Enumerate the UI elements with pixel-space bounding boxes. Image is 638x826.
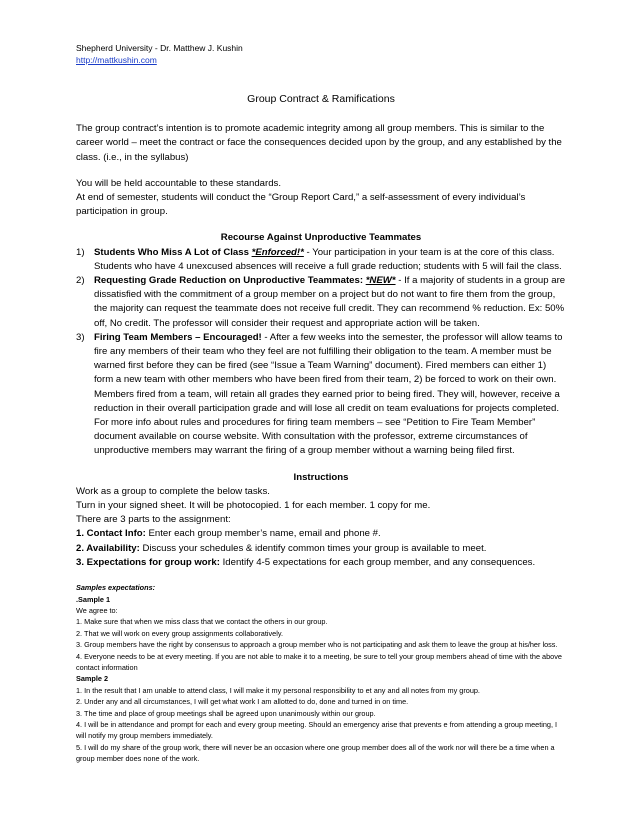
header-link[interactable]: http://mattkushin.com <box>76 55 157 65</box>
sample-line: 2. That we will work on every group assignments collaboratively. <box>76 628 283 638</box>
recourse-item-2 <box>76 274 566 331</box>
item-tag: *NEW* <box>365 275 396 287</box>
instruction-line: Turn in your signed sheet. It will be photocopied. 1 for each member. 1 copy for me. <box>76 500 431 512</box>
sample-1-label: .Sample 1 <box>76 594 111 604</box>
sample-2-label: Sample 2 <box>76 674 109 684</box>
instruction-line: Work as a group to complete the below tasks. <box>76 485 270 497</box>
sample-line: 1. Make sure that when we miss class that we contact the others in our group. <box>76 617 328 627</box>
recourse-item-3 <box>76 331 566 459</box>
report-card-line: At end of semester, students will conduct the “Group Report Card,” a self-assessment of every individual’s participation in group. <box>76 192 526 218</box>
recourse-list <box>76 246 566 459</box>
assignment-part-3 <box>76 556 566 570</box>
samples-heading: Samples expectations: <box>76 583 156 593</box>
sample-line: 5. I will do my share of the group work, there will never be an occasion where one group member does all of the work nor will there be a time when a group member does none of the work. <box>76 742 555 764</box>
sample-line: 1. In the result that I am unable to attend class, I will make it my personal responsibility to et any and all notes from my group. <box>76 685 480 695</box>
sample-line: 2. Under any and all circumstances, I will get what work I am allotted to do, done and turned in on time. <box>76 697 409 707</box>
part-label: 2. Availability: <box>76 542 140 554</box>
item-lead: Students Who Miss A Lot of Class <box>94 246 252 258</box>
assignment-part-2 <box>76 542 566 556</box>
sample-line: 4. I will be in attendance and prompt for each and every group meeting. Should an emergency arise that prevents e from attending a group meeting, I will notify my group members immediately. <box>76 719 558 741</box>
part-text: Identify 4-5 expectations for each group member, and any consequences. <box>219 556 536 568</box>
samples-section <box>76 582 566 765</box>
item-lead: Firing Team Members – Encouraged! <box>94 331 262 343</box>
part-label: 1. Contact Info: <box>76 528 146 540</box>
accountability-line: You will be held accountable to these standards. <box>76 177 281 189</box>
part-label: 3. Expectations for group work: <box>76 556 220 568</box>
item-text: - If a majority of students in a group are dissatisfied with the commitment of a group member on a project but do not want to fire them from the group, the majority can request the teammate does not receive full credit. They can recommend % reduction. Ex: 50% off, No credit. The professor will consider their request and appropriate action will be taken. <box>94 275 566 329</box>
instruction-line: There are 3 parts to the assignment: <box>76 514 231 526</box>
recourse-heading: Recourse Against Unproductive Teammates <box>220 232 422 244</box>
instructions-heading: Instructions <box>293 471 349 483</box>
part-text: Discuss your schedules & identify common times your group is available to meet. <box>139 542 487 554</box>
item-lead: Requesting Grade Reduction on Unproductive Teammates: <box>94 275 366 287</box>
document-body <box>76 92 566 765</box>
document-title: Group Contract & Ramifications <box>247 93 395 105</box>
sample-line: 4. Everyone needs to be at every meeting. If you are not able to make it to a meeting, be sure to tell your group members ahead of time with the above contact information <box>76 651 562 672</box>
sample-line: We agree to: <box>76 605 118 615</box>
assignment-part-1 <box>76 527 566 541</box>
item-number: 2) <box>76 275 85 287</box>
header-author: Shepherd University - Dr. Matthew J. Kushin <box>76 43 243 53</box>
item-number: 3) <box>76 331 85 343</box>
sample-line: 3. The time and place of group meetings shall be agreed upon unanimously within our group. <box>76 708 376 718</box>
item-tag: *Enforced!* <box>251 246 304 258</box>
page-header <box>76 42 243 66</box>
intro-paragraph: The group contract’s intention is to promote academic integrity among all group members. This is similar to the career world – meet the contract or face the consequences decided upon by the group, and any established by the class. (i.e., in the syllabus) <box>76 123 562 163</box>
part-text: Enter each group member’s name, email and phone #. <box>145 528 381 540</box>
item-number: 1) <box>76 246 85 258</box>
recourse-item-1 <box>76 246 566 274</box>
item-text: - Your participation in your team is at the core of this class. Students who have 4 unexcused absences will receive a full grade reduction; students with 5 will fail the class. <box>94 246 562 272</box>
sample-line: 3. Group members have the right by consensus to approach a group member who is not participating and ask them to leave the group at his/her loss. <box>76 640 558 650</box>
item-text: - After a few weeks into the semester, the professor will allow teams to fire any members of their team who they feel are not fulfilling their obligation to the team. A member must be warned first before they can be fired (see “Issue a Team Warning” document). Fired members can either 1) form a new team with other members who have been fired from their team, 2) be forced to work on their own. Members fired from a team, will retain all grades they earned prior to being fired. They will, however, receive a reduction in their overall participation grade and will lose all credit on team evaluations for projects completed. For more info about rules and procedures for firing team members – see “Petition to Fire Team Member” document available on course website. With consultation with the professor, extreme circumstances of unproductive members may warrant the firing of a group member without a warning being filed first. <box>94 331 563 457</box>
